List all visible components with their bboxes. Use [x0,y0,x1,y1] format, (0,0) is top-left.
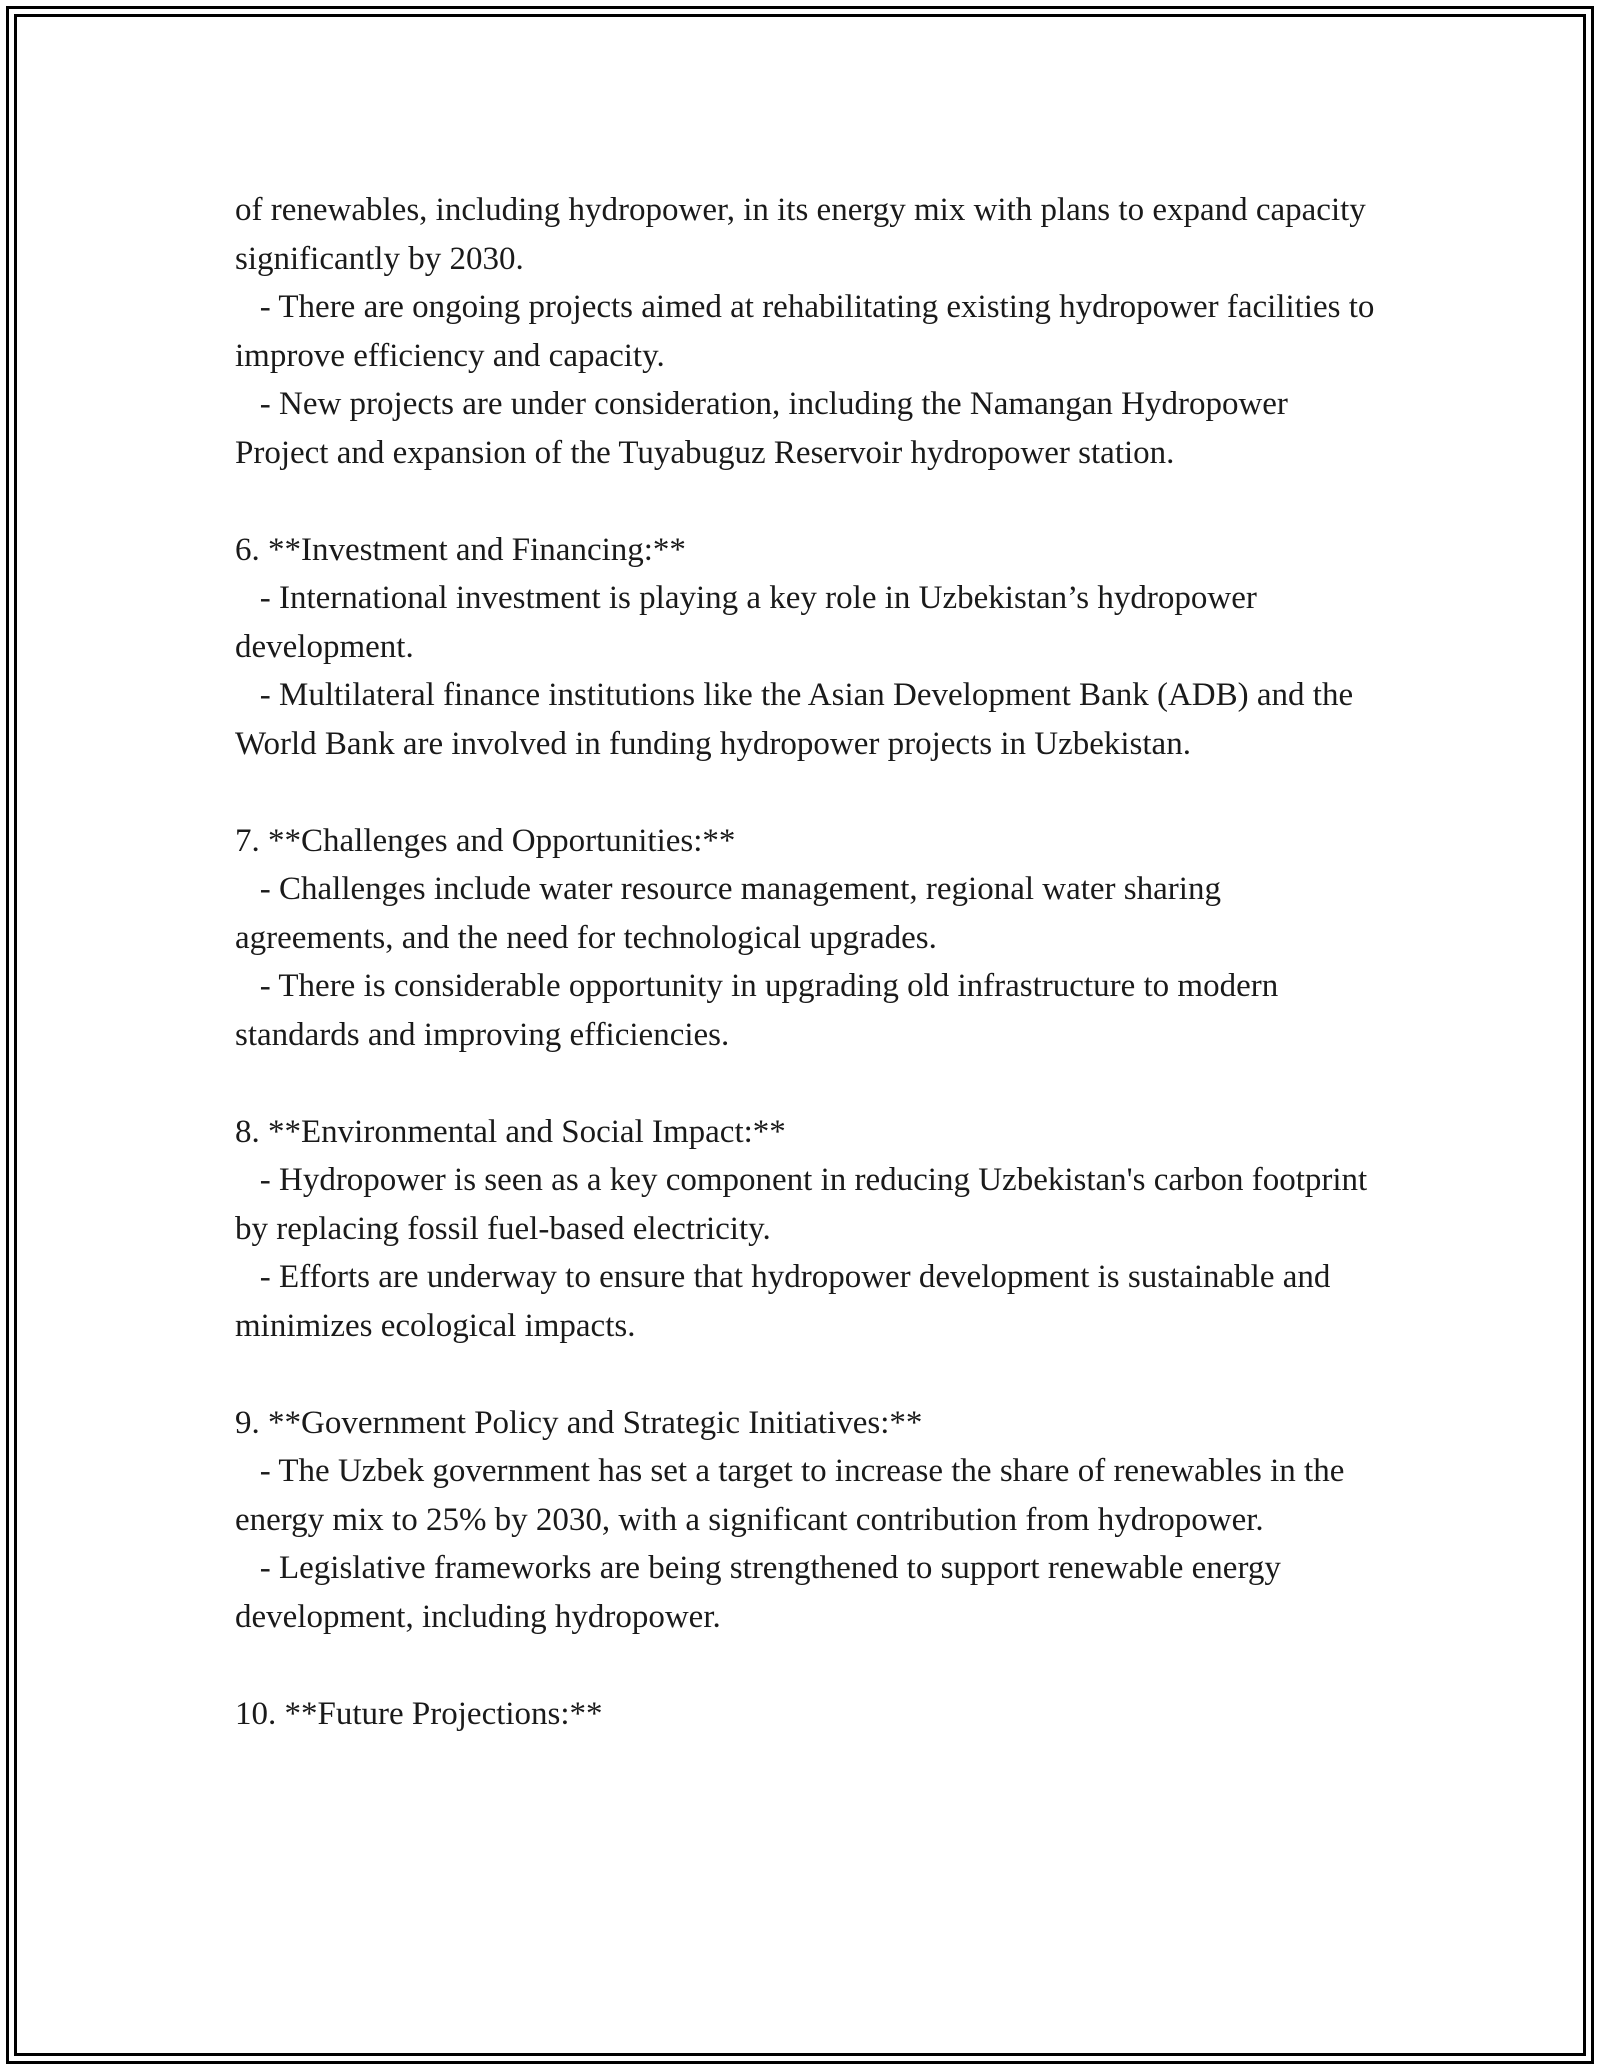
section-heading: 10. **Future Projections:** [235,1695,603,1732]
paragraph-gap [235,1059,1375,1108]
list-item: - International investment is playing a key role in Uzbekistan’s hydropower development. [235,580,1266,665]
paragraph-gap [235,768,1375,817]
paragraph-gap [235,1641,1375,1690]
list-item: - There is considerable opportunity in upgrading old infrastructure to modern standards and improving efficiencies. [235,968,1287,1053]
section-heading: 6. **Investment and Financing:** [235,531,686,568]
section-heading: 7. **Challenges and Opportunities:** [235,822,736,859]
list-item: - Legislative frameworks are being strengthened to support renewable energy development, including hydropower. [235,1550,1290,1635]
list-item: - Hydropower is seen as a key component in reducing Uzbekistan's carbon footprint by replacing fossil fuel-based electricity. [235,1162,1376,1247]
list-item: - Multilateral finance institutions like the Asian Development Bank (ADB) and the World Bank are involved in funding hydropower projects in Uzbekistan. [235,677,1361,762]
paragraph-gap [235,477,1375,526]
list-item: - Challenges include water resource management, regional water sharing agreements, and the need for technological upgrades. [235,871,1230,956]
list-item: - New projects are under consideration, including the Namangan Hydropower Project and expansion of the Tuyabuguz Reservoir hydropower station. [235,386,1297,471]
section-heading: 9. **Government Policy and Strategic Initiatives:** [235,1404,923,1441]
list-item: - The Uzbek government has set a target to increase the share of renewables in the energy mix to 25% by 2030, with a significant contribution from hydropower. [235,1453,1353,1538]
section-heading: 8. **Environmental and Social Impact:** [235,1113,786,1150]
paragraph-gap [235,1350,1375,1399]
list-item: - Efforts are underway to ensure that hydropower development is sustainable and minimizes ecological impacts. [235,1259,1339,1344]
list-item: - There are ongoing projects aimed at rehabilitating existing hydropower facilities to improve efficiency and capacity. [235,289,1383,374]
continuation-paragraph: of renewables, including hydropower, in its energy mix with plans to expand capacity significantly by 2030. [235,192,1375,277]
document-body [235,186,1383,1738]
